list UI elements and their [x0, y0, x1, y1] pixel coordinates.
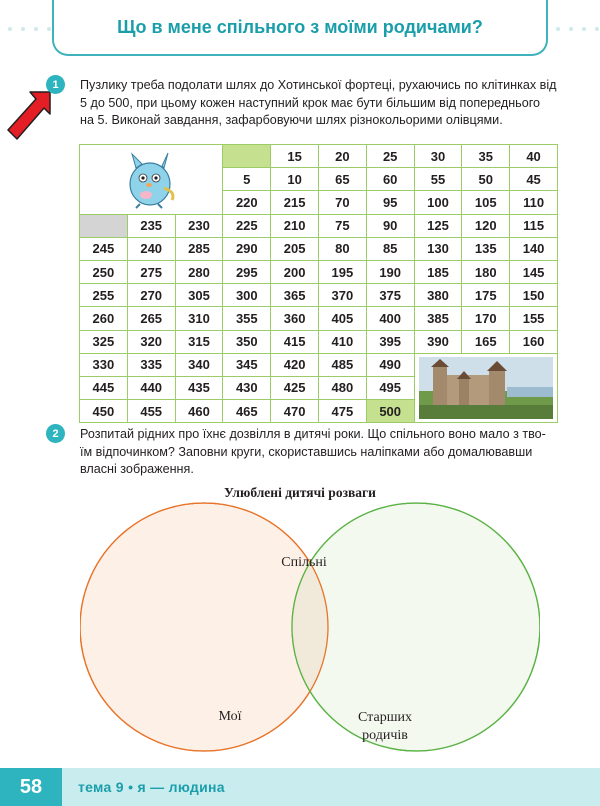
- grid-cell[interactable]: 75: [319, 215, 366, 237]
- grid-cell[interactable]: 300: [223, 284, 270, 306]
- grid-cell[interactable]: 465: [223, 400, 270, 422]
- grid-cell[interactable]: 370: [319, 284, 366, 306]
- task-2-badge: 2: [46, 424, 65, 443]
- puzlyk-mascot-icon: [116, 148, 186, 210]
- grid-cell[interactable]: 435: [176, 377, 223, 399]
- task-1-text: [80, 77, 560, 130]
- grid-cell[interactable]: 385: [415, 307, 462, 329]
- grid-cell[interactable]: 180: [462, 261, 509, 283]
- venn-diagram: [80, 502, 540, 757]
- grid-cell[interactable]: 230: [176, 215, 223, 237]
- grid-cell[interactable]: 50: [462, 168, 509, 190]
- grid-cell[interactable]: 115: [510, 215, 557, 237]
- grid-cell[interactable]: [223, 145, 270, 167]
- red-arrow-icon: [2, 86, 54, 148]
- grid-cell[interactable]: 225: [223, 215, 270, 237]
- title-banner: [52, 0, 548, 56]
- task-1-badge: 1: [46, 75, 65, 94]
- grid-cell[interactable]: 280: [176, 261, 223, 283]
- grid-cell[interactable]: 30: [415, 145, 462, 167]
- grid-cell[interactable]: 10: [271, 168, 318, 190]
- grid-cell[interactable]: 55: [415, 168, 462, 190]
- khotyn-fortress-image: [415, 354, 557, 423]
- grid-cell[interactable]: 110: [510, 191, 557, 213]
- grid-cell[interactable]: 65: [319, 168, 366, 190]
- venn-center-label: Спільні: [281, 555, 327, 570]
- grid-cell[interactable]: 285: [176, 238, 223, 260]
- page-title: Що в мене спільного з моїми родичами?: [117, 16, 483, 37]
- grid-cell[interactable]: 325: [80, 331, 127, 353]
- venn-right-label-line: родичів: [362, 728, 408, 743]
- grid-cell[interactable]: 160: [510, 331, 557, 353]
- grid-cell[interactable]: 480: [319, 377, 366, 399]
- grid-cell[interactable]: 380: [415, 284, 462, 306]
- grid-cell[interactable]: 220: [223, 191, 270, 213]
- grid-cell[interactable]: 310: [176, 307, 223, 329]
- grid-cell[interactable]: 345: [223, 354, 270, 376]
- grid-cell[interactable]: 40: [510, 145, 557, 167]
- grid-cell[interactable]: 215: [271, 191, 318, 213]
- grid-cell[interactable]: 145: [510, 261, 557, 283]
- grid-cell[interactable]: 155: [510, 307, 557, 329]
- grid-cell[interactable]: 125: [415, 215, 462, 237]
- grid-cell[interactable]: 450: [80, 400, 127, 422]
- grid-cell[interactable]: 135: [462, 238, 509, 260]
- number-path-grid: [79, 144, 558, 423]
- grid-cell[interactable]: 330: [80, 354, 127, 376]
- task-2-line: Розпитай рідних про їхнє дозвілля в дитячі роки. Що спільного воно мало з тво-: [80, 427, 546, 441]
- grid-cell[interactable]: 270: [128, 284, 175, 306]
- grid-cell[interactable]: 390: [415, 331, 462, 353]
- grid-cell[interactable]: 150: [510, 284, 557, 306]
- grid-cell[interactable]: 420: [271, 354, 318, 376]
- grid-cell[interactable]: 130: [415, 238, 462, 260]
- grid-cell[interactable]: 170: [462, 307, 509, 329]
- page-footer: [0, 768, 600, 806]
- grid-cell[interactable]: 495: [367, 377, 414, 399]
- task-1-line: на 5. Виконай завдання, зафарбовуючи шлях різнокольорими олівцями.: [80, 113, 503, 127]
- grid-cell[interactable]: 235: [128, 215, 175, 237]
- grid-cell[interactable]: 175: [462, 284, 509, 306]
- venn-title: Улюблені дитячі розваги: [224, 485, 376, 500]
- grid-cell[interactable]: 70: [319, 191, 366, 213]
- grid-cell[interactable]: 305: [176, 284, 223, 306]
- grid-cell[interactable]: 200: [271, 261, 318, 283]
- grid-cell[interactable]: 35: [462, 145, 509, 167]
- grid-cell[interactable]: 255: [80, 284, 127, 306]
- grid-cell[interactable]: 60: [367, 168, 414, 190]
- grid-cell[interactable]: 260: [80, 307, 127, 329]
- footer-band: [62, 768, 600, 806]
- grid-cell[interactable]: 240: [128, 238, 175, 260]
- venn-right-label: [340, 709, 430, 745]
- grid-cell[interactable]: 100: [415, 191, 462, 213]
- grid-cell[interactable]: 105: [462, 191, 509, 213]
- grid-cell[interactable]: 295: [223, 261, 270, 283]
- venn-right-label-line: Старших: [358, 710, 412, 725]
- venn-left-label: Мої: [218, 709, 242, 724]
- grid-cell[interactable]: 415: [271, 331, 318, 353]
- grid-cell[interactable]: 490: [367, 354, 414, 376]
- task-2-line: їм відпочинком? Заповни круги, скориставшись наліпками або домалювавши: [80, 444, 533, 459]
- grid-cell[interactable]: 445: [80, 377, 127, 399]
- grid-cell[interactable]: 410: [319, 331, 366, 353]
- grid-cell[interactable]: 245: [80, 238, 127, 260]
- grid-cell[interactable]: 250: [80, 261, 127, 283]
- grid-cell[interactable]: 140: [510, 238, 557, 260]
- grid-cell[interactable]: 500: [367, 400, 414, 422]
- grid-cell[interactable]: 185: [415, 261, 462, 283]
- grid-cell[interactable]: 315: [176, 331, 223, 353]
- grid-cell[interactable]: 350: [223, 331, 270, 353]
- grid-cell[interactable]: 405: [319, 307, 366, 329]
- grid-cell[interactable]: 460: [176, 400, 223, 422]
- task-1-line: Пузлику треба подолати шлях до Хотинської фортеці, рухаючись по клітинках від: [80, 78, 557, 92]
- grid-cell[interactable]: 5: [223, 168, 270, 190]
- grid-cell[interactable]: 455: [128, 400, 175, 422]
- fortress-photo-icon: [419, 357, 553, 419]
- grid-cell[interactable]: 85: [367, 238, 414, 260]
- puzlyk-character-image: [80, 145, 222, 214]
- grid-cell[interactable]: 195: [319, 261, 366, 283]
- grid-cell[interactable]: 425: [271, 377, 318, 399]
- grid-cell[interactable]: 210: [271, 215, 318, 237]
- task-1-line: 5 до 500, при цьому кожен наступний крок має бути більшим від попереднього: [80, 95, 541, 110]
- grid-cell[interactable]: 265: [128, 307, 175, 329]
- grid-cell[interactable]: 475: [319, 400, 366, 422]
- grid-cell[interactable]: 80: [319, 238, 366, 260]
- grid-cell[interactable]: 335: [128, 354, 175, 376]
- grid-cell[interactable]: 430: [223, 377, 270, 399]
- grid-cell[interactable]: 20: [319, 145, 366, 167]
- grid-cell[interactable]: 320: [128, 331, 175, 353]
- grid-cell[interactable]: 25: [367, 145, 414, 167]
- grid-cell[interactable]: 470: [271, 400, 318, 422]
- page-number: 58: [0, 768, 62, 806]
- grid-cell[interactable]: 365: [271, 284, 318, 306]
- grid-cell[interactable]: 275: [128, 261, 175, 283]
- grid-cell[interactable]: 95: [367, 191, 414, 213]
- grid-cell[interactable]: 15: [271, 145, 318, 167]
- task-2-text: [80, 426, 560, 479]
- grid-cell[interactable]: 290: [223, 238, 270, 260]
- grid-cell[interactable]: 205: [271, 238, 318, 260]
- grid-cell[interactable]: 400: [367, 307, 414, 329]
- grid-cell[interactable]: 395: [367, 331, 414, 353]
- grid-cell[interactable]: 375: [367, 284, 414, 306]
- grid-cell[interactable]: 120: [462, 215, 509, 237]
- grid-cell[interactable]: 45: [510, 168, 557, 190]
- grid-cell[interactable]: 485: [319, 354, 366, 376]
- grid-cell[interactable]: 190: [367, 261, 414, 283]
- topic-label: тема 9 • я — людина: [78, 779, 225, 795]
- grid-cell[interactable]: 440: [128, 377, 175, 399]
- grid-cell[interactable]: [80, 215, 127, 237]
- decor-dots-right: [556, 27, 599, 31]
- grid-cell[interactable]: 360: [271, 307, 318, 329]
- decor-dots-left: [8, 27, 51, 31]
- task-2-line: власні зображення.: [80, 462, 194, 476]
- grid-cell[interactable]: 90: [367, 215, 414, 237]
- grid-cell[interactable]: 340: [176, 354, 223, 376]
- grid-cell[interactable]: 165: [462, 331, 509, 353]
- grid-cell[interactable]: 355: [223, 307, 270, 329]
